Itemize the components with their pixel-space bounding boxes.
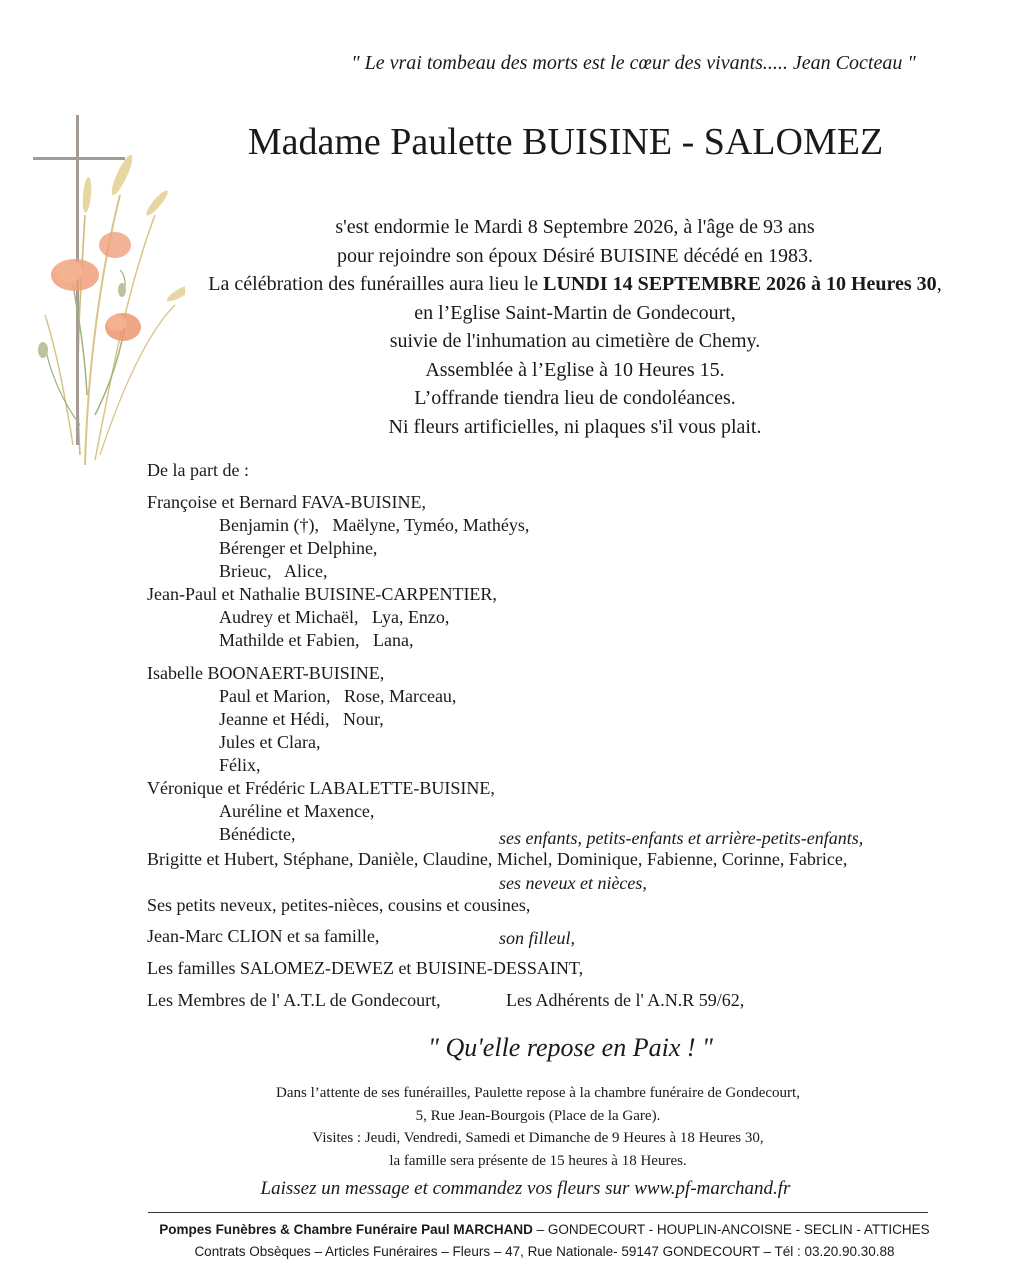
family-line: Auréline et Maxence, bbox=[219, 801, 375, 821]
info-line: 5, Rue Jean-Bourgois (Place de la Gare). bbox=[415, 1107, 661, 1124]
family-line: Jeanne et Hédi, Nour, bbox=[219, 709, 384, 729]
family-line: Audrey et Michaël, Lya, Enzo, bbox=[219, 607, 450, 627]
family-line: Jean-Marc CLION et sa famille, bbox=[147, 926, 380, 946]
announcement-line: en l’Eglise Saint-Martin de Gondecourt, bbox=[414, 301, 736, 324]
announcement-line: suivie de l'inhumation au cimetière de Chemy. bbox=[389, 330, 761, 352]
relationship-label: ses enfants, petits-enfants et arrière-petits-enfants, bbox=[499, 828, 864, 848]
relationship-label: son filleul, bbox=[499, 928, 575, 948]
family-intro: De la part de : bbox=[147, 460, 249, 480]
closing-prayer: " Qu'elle repose en Paix ! " bbox=[428, 1033, 713, 1062]
family-line: Brieuc, Alice, bbox=[219, 561, 328, 581]
family-line: Véronique et Frédéric LABALETTE-BUISINE, bbox=[147, 778, 495, 798]
family-line: Félix, bbox=[219, 755, 261, 775]
footer-company-line bbox=[0, 1222, 1011, 1237]
announcement-line: Ni fleurs artificielles, ni plaques s'il vous plait. bbox=[388, 415, 762, 438]
info-line: Visites : Jeudi, Vendredi, Samedi et Dimanche de 9 Heures à 18 Heures 30, bbox=[312, 1130, 764, 1146]
company-name: Pompes Funèbres & Chambre Funéraire Paul MARCHAND bbox=[159, 1222, 533, 1237]
deceased-name: Madame Paulette BUISINE - SALOMEZ bbox=[247, 121, 884, 163]
footer-services-line: Contrats Obsèques – Articles Funéraires – Fleurs – 47, Rue Nationale- 59147 GONDECOURT – Tél : 03.20.90.30.88 bbox=[194, 1244, 895, 1259]
family-line: Brigitte et Hubert, Stéphane, Danièle, Claudine, Michel, Dominique, Fabienne, Corinne, Fabrice, bbox=[147, 849, 848, 869]
family-line: Les familles SALOMEZ-DEWEZ et BUISINE-DESSAINT, bbox=[147, 958, 584, 978]
family-line: Jules et Clara, bbox=[219, 732, 321, 752]
family-line: Paul et Marion, Rose, Marceau, bbox=[219, 686, 457, 706]
info-line: Dans l’attente de ses funérailles, Paulette repose à la chambre funéraire de Gondecourt, bbox=[276, 1085, 800, 1101]
epigraph-quote: " Le vrai tombeau des morts est le cœur des vivants..... Jean Cocteau " bbox=[351, 52, 916, 74]
family-line: Benjamin (†), Maëlyne, Tyméo, Mathéys, bbox=[219, 515, 530, 535]
footer-divider bbox=[148, 1212, 928, 1213]
company-towns: – GONDECOURT - HOUPLIN-ANCOISNE - SECLIN - ATTICHES bbox=[532, 1222, 930, 1237]
announcement-line: Assemblée à l’Eglise à 10 Heures 15. bbox=[425, 358, 725, 381]
family-line: Les Membres de l' A.T.L de Gondecourt, bbox=[147, 990, 441, 1010]
funeral-date-line bbox=[150, 270, 1000, 299]
family-line: Ses petits neveux, petites-nièces, cousins et cousines, bbox=[147, 895, 531, 915]
family-line: Jean-Paul et Nathalie BUISINE-CARPENTIER, bbox=[147, 584, 497, 604]
announcement bbox=[150, 213, 1000, 441]
family-line: Françoise et Bernard FAVA-BUISINE, bbox=[147, 492, 426, 512]
announcement-text: , bbox=[936, 273, 942, 295]
family-line: Isabelle BOONAERT-BUISINE, bbox=[147, 663, 385, 683]
condolence-message: Laissez un message et commandez vos fleurs sur www.pf-marchand.fr bbox=[260, 1178, 791, 1199]
relationship-label: ses neveux et nièces, bbox=[499, 873, 647, 893]
announcement-line: pour rejoindre son époux Désiré BUISINE décédé en 1983. bbox=[337, 244, 813, 267]
family-line: Les Adhérents de l' A.N.R 59/62, bbox=[506, 990, 745, 1010]
announcement-line: s'est endormie le Mardi 8 Septembre 2026, à l'âge de 93 ans bbox=[335, 216, 815, 238]
family-line: Mathilde et Fabien, Lana, bbox=[219, 630, 414, 650]
announcement-line: L’offrande tiendra lieu de condoléances. bbox=[414, 387, 736, 409]
visitation-info bbox=[0, 1082, 1011, 1172]
family-line: Bénédicte, bbox=[219, 824, 296, 844]
family-line: Bérenger et Delphine, bbox=[219, 538, 378, 558]
info-line: la famille sera présente de 15 heures à 18 Heures. bbox=[389, 1152, 687, 1169]
funeral-date: LUNDI 14 SEPTEMBRE 2026 à 10 Heures 30 bbox=[543, 273, 937, 295]
announcement-text: La célébration des funérailles aura lieu le bbox=[208, 273, 544, 295]
